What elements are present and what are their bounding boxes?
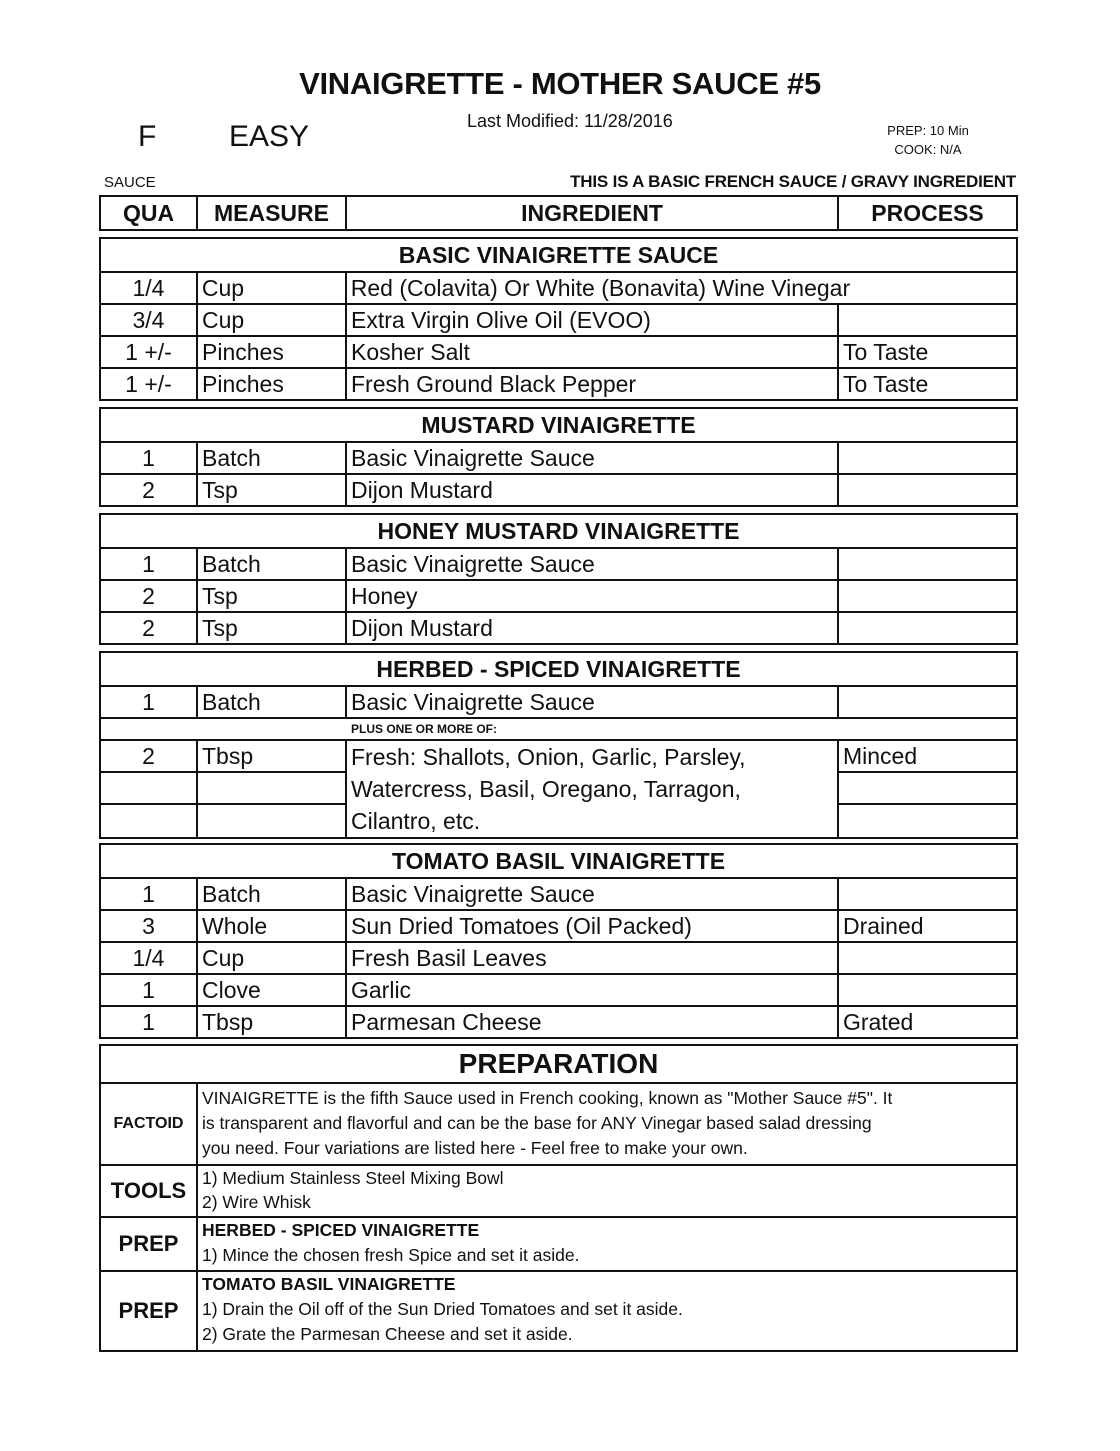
category-label: SAUCE <box>104 174 156 191</box>
measure-cell: Tbsp <box>198 741 345 773</box>
tagline: THIS IS A BASIC FRENCH SAUCE / GRAVY INGREDIENT <box>570 172 1016 191</box>
time-info <box>848 121 1008 159</box>
table-row <box>101 909 1016 941</box>
qty-cell: 1 <box>101 879 198 909</box>
qty-cell: 2 <box>101 741 196 773</box>
process-cell: To Taste <box>843 370 929 397</box>
ingredient-cell: Sun Dried Tomatoes (Oil Packed) <box>347 911 839 941</box>
qty-cell: 1 <box>101 1007 198 1037</box>
category-letter: F <box>138 120 157 153</box>
table-row <box>101 335 1016 367</box>
factoid-line: is transparent and flavorful and can be the base for ANY Vinegar based salad dressing <box>202 1113 872 1133</box>
process-cell: Minced <box>839 741 1016 773</box>
section-title: TOMATO BASIL VINAIGRETTE <box>391 847 726 874</box>
process-cell <box>839 687 1016 717</box>
ingredient-cell: Dijon Mustard <box>347 613 839 643</box>
ingredient-line: Fresh: Shallots, Onion, Garlic, Parsley, <box>351 744 746 770</box>
qty-cell: 1 <box>101 443 198 473</box>
preparation-table <box>99 1044 1018 1352</box>
section-mustard-vinaigrette <box>99 407 1018 507</box>
process-cell <box>839 443 1016 473</box>
tools-row <box>101 1164 1016 1216</box>
ingredient-cell: Red (Colavita) Or White (Bonavita) Wine Vinegar <box>350 274 851 301</box>
measure-cell: Pinches <box>198 337 347 367</box>
process-cell: To Taste <box>843 338 929 365</box>
column-header-table <box>99 195 1018 231</box>
prep-step: 1) Mince the chosen fresh Spice and set it aside. <box>202 1245 580 1265</box>
section-honey-mustard-vinaigrette <box>99 513 1018 645</box>
process-cell: Drained <box>843 912 924 939</box>
process-cell <box>839 475 1016 505</box>
process-cell <box>839 549 1016 579</box>
qty-cell: 1/4 <box>101 273 198 303</box>
difficulty-label: EASY <box>229 120 310 153</box>
table-row <box>101 473 1016 505</box>
measure-cell: Batch <box>198 443 347 473</box>
measure-cell: Cup <box>198 273 347 303</box>
prep-step: 2) Grate the Parmesan Cheese and set it aside. <box>202 1324 573 1344</box>
ingredient-cell: Honey <box>347 581 839 611</box>
prep-steps <box>198 1218 1016 1270</box>
factoid-line: VINAIGRETTE is the fifth Sauce used in French cooking, known as "Mother Sauce #5". It <box>202 1088 893 1108</box>
table-row-multiline <box>101 739 1016 837</box>
table-row <box>101 367 1016 399</box>
qty-cell: 1 <box>101 549 198 579</box>
qty-cell: 2 <box>101 581 198 611</box>
qty-cell: 2 <box>101 613 198 643</box>
ingredient-cell: Extra Virgin Olive Oil (EVOO) <box>347 305 839 335</box>
ingredient-cell: Parmesan Cheese <box>347 1007 839 1037</box>
section-herbed-spiced-vinaigrette <box>99 651 1018 839</box>
measure-cell: Cup <box>198 305 347 335</box>
section-title: HONEY MUSTARD VINAIGRETTE <box>377 517 740 544</box>
section-title: MUSTARD VINAIGRETTE <box>421 411 696 438</box>
recipe-title: VINAIGRETTE - MOTHER SAUCE #5 <box>299 66 821 101</box>
qty-cell: 1 <box>101 687 198 717</box>
table-row <box>101 973 1016 1005</box>
section-title: BASIC VINAIGRETTE SAUCE <box>398 241 719 268</box>
measure-cell: Batch <box>198 687 347 717</box>
process-cell <box>839 581 1016 611</box>
section-basic-vinaigrette <box>99 237 1018 401</box>
column-header-row <box>101 197 1016 229</box>
measure-cell: Pinches <box>198 369 347 399</box>
measure-cell: Tsp <box>198 581 347 611</box>
qty-cell: 1 +/- <box>101 369 198 399</box>
prep-heading: TOMATO BASIL VINAIGRETTE <box>202 1274 456 1294</box>
note-row <box>101 717 1016 739</box>
ingredient-cell-multiline <box>347 741 839 837</box>
ingredient-cell: Kosher Salt <box>347 337 839 367</box>
table-row <box>101 941 1016 973</box>
process-cell <box>839 943 1016 973</box>
plus-one-or-more-note: PLUS ONE OR MORE OF: <box>351 722 498 736</box>
table-row <box>101 611 1016 643</box>
qty-cell: 1 +/- <box>101 337 198 367</box>
table-row <box>101 441 1016 473</box>
prep-row-herbed <box>101 1216 1016 1270</box>
process-cell <box>839 975 1016 1005</box>
ingredient-line: Cilantro, etc. <box>351 808 481 834</box>
column-header-qua: QUA <box>101 197 198 229</box>
prep-label: PREP <box>101 1218 198 1270</box>
ingredient-cell: Fresh Basil Leaves <box>347 943 839 973</box>
table-row <box>101 1005 1016 1037</box>
ingredient-cell: Basic Vinaigrette Sauce <box>347 879 839 909</box>
process-cell: Grated <box>843 1008 914 1035</box>
column-header-process: PROCESS <box>871 199 984 226</box>
ingredient-cell: Basic Vinaigrette Sauce <box>347 549 839 579</box>
qty-cell: 2 <box>101 475 198 505</box>
tools-label: TOOLS <box>101 1166 198 1216</box>
ingredient-cell: Garlic <box>347 975 839 1005</box>
factoid-row <box>101 1082 1016 1164</box>
ingredient-line: Watercress, Basil, Oregano, Tarragon, <box>351 776 741 802</box>
table-row <box>101 271 1016 303</box>
preparation-title: PREPARATION <box>458 1048 659 1079</box>
table-row <box>101 303 1016 335</box>
ingredient-cell: Basic Vinaigrette Sauce <box>347 687 839 717</box>
prep-time: PREP: 10 Min <box>887 123 969 138</box>
measure-cell: Tsp <box>198 613 347 643</box>
tool-item: 1) Medium Stainless Steel Mixing Bowl <box>202 1168 504 1188</box>
measure-cell: Cup <box>198 943 347 973</box>
ingredient-cell: Basic Vinaigrette Sauce <box>347 443 839 473</box>
prep-label: PREP <box>101 1272 198 1350</box>
column-header-measure: MEASURE <box>198 197 347 229</box>
tool-item: 2) Wire Whisk <box>202 1192 311 1212</box>
process-cell <box>839 879 1016 909</box>
section-title: HERBED - SPICED VINAIGRETTE <box>376 655 741 682</box>
measure-cell: Tsp <box>198 475 347 505</box>
tools-list <box>198 1166 1016 1216</box>
process-cell <box>839 613 1016 643</box>
table-row <box>101 877 1016 909</box>
qty-cell: 1/4 <box>101 943 198 973</box>
last-modified: Last Modified: 11/28/2016 <box>467 111 673 131</box>
ingredient-cell: Dijon Mustard <box>347 475 839 505</box>
factoid-line: you need. Four variations are listed here - Feel free to make your own. <box>202 1138 748 1158</box>
prep-heading: HERBED - SPICED VINAIGRETTE <box>202 1220 480 1240</box>
factoid-label: FACTOID <box>101 1084 198 1164</box>
measure-cell: Clove <box>198 975 347 1005</box>
ingredient-cell: Fresh Ground Black Pepper <box>347 369 839 399</box>
factoid-text <box>198 1084 1016 1164</box>
table-row <box>101 685 1016 717</box>
cook-time: COOK: N/A <box>894 142 962 157</box>
prep-row-tomato-basil <box>101 1270 1016 1350</box>
qty-cell: 1 <box>101 975 198 1005</box>
measure-cell: Tbsp <box>198 1007 347 1037</box>
prep-steps <box>198 1272 1016 1350</box>
measure-cell: Batch <box>198 549 347 579</box>
measure-cell: Whole <box>198 911 347 941</box>
table-row <box>101 579 1016 611</box>
process-cell <box>839 305 1016 335</box>
section-tomato-basil-vinaigrette <box>99 843 1018 1039</box>
prep-step: 1) Drain the Oil off of the Sun Dried Tomatoes and set it aside. <box>202 1299 683 1319</box>
qty-cell: 3/4 <box>101 305 198 335</box>
column-header-ingredient: INGREDIENT <box>347 197 839 229</box>
qty-cell: 3 <box>101 911 198 941</box>
measure-cell: Batch <box>198 879 347 909</box>
table-row <box>101 547 1016 579</box>
